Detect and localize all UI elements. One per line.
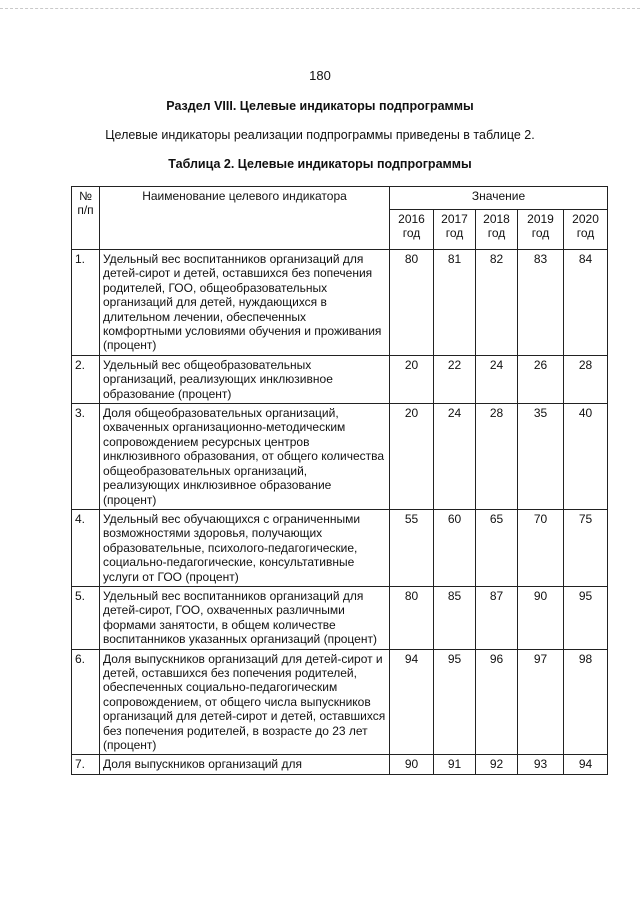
- value-cell: 80: [390, 250, 434, 356]
- value-cell: 40: [564, 404, 608, 510]
- value-cell: 20: [390, 355, 434, 403]
- value-cell: 94: [390, 649, 434, 755]
- table-row: [72, 404, 608, 510]
- value-cell: 87: [476, 586, 518, 649]
- value-cell: 83: [518, 250, 564, 356]
- value-cell: 82: [476, 250, 518, 356]
- value-cell: 93: [518, 755, 564, 774]
- indicator-name: Доля общеобразовательных организаций, охваченных организационно-методическим сопровождением ресурсных центров инклюзивного образования, от общего количества общеобразовательных организаций, реализующих инклюзивное образование (процент): [100, 404, 390, 510]
- value-cell: 70: [518, 509, 564, 586]
- value-cell: 90: [518, 586, 564, 649]
- row-number: 6.: [72, 649, 100, 755]
- header-year: 2020 год: [564, 209, 608, 249]
- value-cell: 91: [434, 755, 476, 774]
- value-cell: 85: [434, 586, 476, 649]
- value-cell: 95: [434, 649, 476, 755]
- value-cell: 28: [476, 404, 518, 510]
- intro-paragraph: Целевые индикаторы реализации подпрограммы приведены в таблице 2.: [105, 128, 535, 142]
- value-cell: 90: [390, 755, 434, 774]
- header-number: № п/п: [72, 187, 100, 250]
- row-number: 7.: [72, 755, 100, 774]
- value-cell: 22: [434, 355, 476, 403]
- value-cell: 60: [434, 509, 476, 586]
- row-number: 2.: [72, 355, 100, 403]
- value-cell: 24: [434, 404, 476, 510]
- value-cell: 95: [564, 586, 608, 649]
- table-header-row: [72, 187, 608, 210]
- table-title: Таблица 2. Целевые индикаторы подпрограммы: [168, 157, 472, 171]
- value-cell: 75: [564, 509, 608, 586]
- value-cell: 94: [564, 755, 608, 774]
- row-number: 5.: [72, 586, 100, 649]
- section-title: Раздел VIII. Целевые индикаторы подпрограммы: [166, 99, 474, 113]
- page-number: 180: [309, 68, 331, 83]
- header-indicator-name: Наименование целевого индикатора: [100, 187, 390, 250]
- value-cell: 92: [476, 755, 518, 774]
- value-cell: 80: [390, 586, 434, 649]
- row-number: 1.: [72, 250, 100, 356]
- value-cell: 65: [476, 509, 518, 586]
- value-cell: 26: [518, 355, 564, 403]
- indicator-name: Доля выпускников организаций для детей-сирот и детей, оставшихся без попечения родителей, обеспеченных социально-педагогическим сопровождением, от общего числа выпускников организаций для детей-сирот и детей, оставшихся без попечения родителей, в возрасте до 23 лет (процент): [100, 649, 390, 755]
- table-row: [72, 649, 608, 755]
- value-cell: 24: [476, 355, 518, 403]
- indicator-name: Удельный вес воспитанников организаций для детей-сирот, ГОО, охваченных различными формами занятости, в общем количестве воспитанников указанных организаций (процент): [100, 586, 390, 649]
- value-cell: 84: [564, 250, 608, 356]
- header-year: 2016 год: [390, 209, 434, 249]
- header-year: 2017 год: [434, 209, 476, 249]
- scan-edge-artifact: [0, 8, 640, 11]
- value-cell: 81: [434, 250, 476, 356]
- indicator-name: Удельный вес общеобразовательных организаций, реализующих инклюзивное образование (процент): [100, 355, 390, 403]
- header-year: 2019 год: [518, 209, 564, 249]
- value-cell: 28: [564, 355, 608, 403]
- value-cell: 96: [476, 649, 518, 755]
- table-row: [72, 355, 608, 403]
- value-cell: 97: [518, 649, 564, 755]
- indicator-name: Удельный вес обучающихся с ограниченными возможностями здоровья, получающих образовательные, психолого-педагогические, социально-педагогические, консультативные услуги от ГОО (процент): [100, 509, 390, 586]
- indicator-name: Доля выпускников организаций для: [100, 755, 390, 774]
- row-number: 4.: [72, 509, 100, 586]
- table-row: [72, 755, 608, 774]
- row-number: 3.: [72, 404, 100, 510]
- indicators-table: [71, 186, 608, 775]
- table-row: [72, 586, 608, 649]
- value-cell: 55: [390, 509, 434, 586]
- value-cell: 98: [564, 649, 608, 755]
- header-year: 2018 год: [476, 209, 518, 249]
- header-value: Значение: [390, 187, 608, 210]
- table-row: [72, 509, 608, 586]
- indicator-name: Удельный вес воспитанников организаций для детей-сирот и детей, оставшихся без попечения родителей, ГОО, общеобразовательных организаций для детей, нуждающихся в длительном лечении, обеспеченных комфортными условиями обучения и проживания (процент): [100, 250, 390, 356]
- value-cell: 35: [518, 404, 564, 510]
- value-cell: 20: [390, 404, 434, 510]
- table-row: [72, 250, 608, 356]
